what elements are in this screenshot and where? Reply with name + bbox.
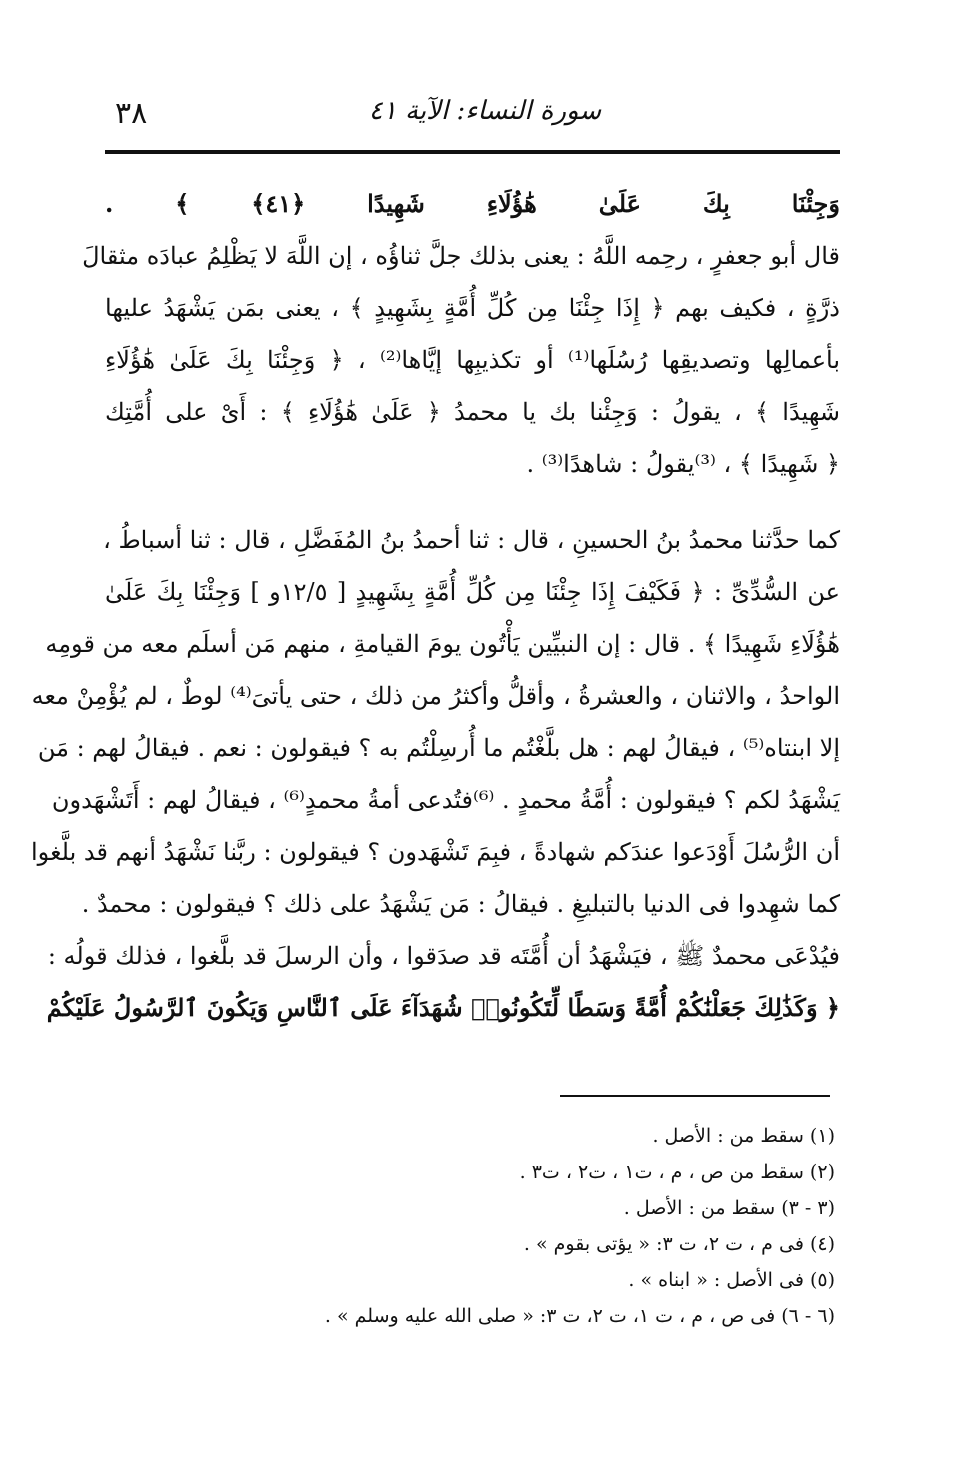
paragraph-gap (105, 490, 840, 514)
footnote: (٣ - ٣) سقط من : الأصل . (623, 1197, 835, 1219)
text-line: كما حدَّثنا محمدُ بنُ الحسينِ ، قال : ثنا أحمدُ بنُ المُفَضَّلِ ، قال : ثنا أسباطُ ، (103, 526, 840, 554)
text-line: وَجِئْنَا بِكَ عَلَىٰ هَٰؤُلَاءِ شَهِيدًا ﴿٤١﴾ ﴾ . (105, 189, 840, 218)
body-text (31, 178, 841, 1034)
text-line: هَٰؤُلَاءِ شَهِيدًا ﴾ . قال : إن النبيِّين يَأْتُون يومَ القيامةِ ، منهم مَن أسلَم معه من قومِه (45, 630, 840, 658)
running-title: سورة النساء: الآية ٤١ (368, 96, 602, 126)
text-line: يَشْهَدُ لكم ؟ فيقولون : أُمَّةُ محمدٍ . ⁽⁶⁾فتُدعى أمةُ محمدٍ⁽⁶⁾ ، فيقالُ لهم : أَتَشْهَدون (51, 786, 840, 814)
text-line: أن الرُّسُلَ أَوْدَعوا عندَكم شهادةً ، فبِمَ تَشْهَدون ؟ فيقولون : ربَّنا نَشْهَدُ أنهم قد بلَّغوا (31, 838, 840, 866)
text-line: الواحدُ ، والاثنان ، والعشرةُ ، وأقلُّ وأكثرُ من ذلك ، حتى يأتىَ⁽⁴⁾ لوطٌ ، لم يُؤْمِنْ معه (31, 682, 840, 710)
header-rule (105, 150, 840, 154)
text-line: فيُدْعَى محمدٌ ﷺ ، فيَشْهَدُ أن أُمَّتَه قد صدَقوا ، وأن الرسلَ قد بلَّغوا ، فذلك قولُه : (47, 942, 840, 970)
footnote: (٦ - ٦) فى ص ، م ، ت ١، ت ٢، ت ٣: « صلى الله عليه وسلم » . (324, 1305, 835, 1327)
footnotes (300, 1118, 835, 1334)
footnote-rule (560, 1095, 830, 1097)
text-line: قال أبو جعفرٍ ، رحِمه اللَّهُ : يعنى بذلك جلَّ ثناؤُه ، إن اللَّهَ لا يَظْلِمُ عبادَه مثقالَ (82, 242, 840, 270)
footnote: (٤) فى م ، ت ٢، ت ٣: « يؤتى بقوم » . (523, 1233, 835, 1255)
footnote: (١) سقط من : الأصل . (652, 1125, 835, 1147)
text-line: بأعمالِها وتصديقِها رُسُلَها⁽¹⁾ أو تكذيبِها إيَّاها⁽²⁾ ، ﴿ وَجِئْنَا بِكَ عَلَىٰ هَٰؤُلَاءِ (105, 346, 840, 374)
text-line: ذرَّةٍ ، فكيف بهم ﴿ إِذَا جِئْنَا مِن كُلِّ أُمَّةٍ بِشَهِيدٍ ﴾ ، يعنى بمَن يَشْهَدُ عليها (105, 294, 840, 322)
text-line: شَهِيدًا ﴾ ، يقولُ : وَجِئْنا بك يا محمدُ ﴿ عَلَىٰ هَٰؤُلَاءِ ﴾ : أَىْ على أُمَّتِك (105, 398, 840, 426)
footnote: (٢) سقط من ص ، م ، ت١ ، ت٢ ، ت٣ . (519, 1161, 835, 1183)
footnote: (٥) فى الأصل : « ابناه » . (628, 1269, 835, 1291)
text-line: ﴿ وَكَذَٰلِكَ جَعَلْنَٰكُمْ أُمَّةً وَسَطًا لِّتَكُونُوا۟ شُهَدَآءَ عَلَى ٱلنَّاسِ وَيَكُونَ ٱلرَّسُولُ عَلَيْكُمْ (46, 993, 840, 1022)
text-line: عن السُّدِّىِّ : ﴿ فَكَيْفَ إِذَا جِئْنَا مِن كُلِّ أُمَّةٍ بِشَهِيدٍ [ ١٢/٥و ] وَجِئْنَا بِكَ عَلَىٰ (105, 578, 841, 606)
text-line: إلا ابنتاه⁽⁵⁾ ، فيقالُ لهم : هل بلَّغْتُم ما أُرسِلْتُم به ؟ فيقولون : نعم . فيقالُ لهم : مَن (37, 734, 840, 762)
text-line: كما شهِدوا فى الدنيا بالتبليغِ . فيقالُ : مَن يَشْهَدُ على ذلك ؟ فيقولون : محمدٌ . (81, 890, 840, 918)
page-number: ٣٨ (115, 96, 148, 131)
text-line: ﴿ شَهِيدًا ﴾ ، ⁽³⁾يقولُ : شاهدًا⁽³⁾ . (526, 450, 840, 478)
page-header (105, 88, 840, 150)
